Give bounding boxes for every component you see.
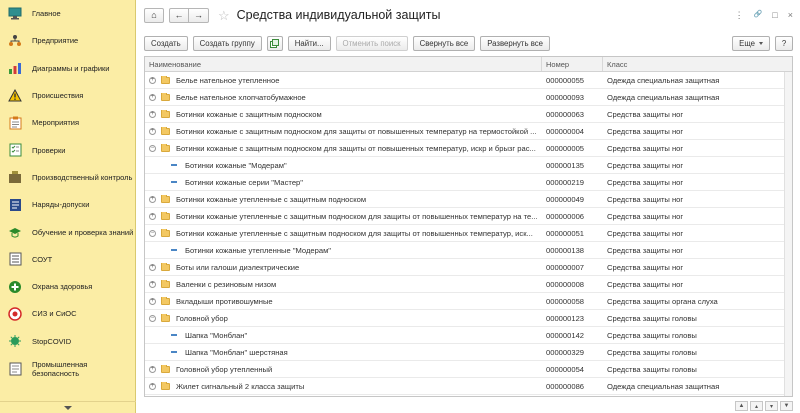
scroll-down-icon: ▾ [769, 403, 773, 410]
table-header [145, 57, 792, 72]
folder-icon [161, 196, 170, 203]
cell-name [145, 314, 542, 323]
folder-icon [161, 383, 170, 390]
folder-icon [161, 230, 170, 237]
cell-number: 000000093 [546, 92, 585, 102]
table-row[interactable] [145, 208, 792, 225]
sidebar-item[interactable] [0, 300, 135, 327]
cell-name [145, 365, 542, 374]
title-bar [144, 6, 793, 24]
sidebar-item[interactable] [0, 164, 135, 191]
folder-icon [161, 298, 170, 305]
sidebar-item-label: Главное [32, 9, 61, 19]
training-icon [7, 224, 23, 240]
cell-class: Средства защиты ног [607, 245, 684, 255]
cell-name [145, 127, 542, 136]
table-body [145, 72, 792, 395]
health-icon [7, 279, 23, 295]
scroll-top-button[interactable] [735, 401, 748, 411]
expand-icon[interactable]: + [150, 365, 155, 372]
sidebar-item-label: Предприятие [32, 36, 79, 46]
cell-class: Средства защиты ног [607, 228, 684, 238]
cell-number: 000000051 [546, 228, 585, 238]
copy-button[interactable] [267, 36, 283, 51]
cell-class: Средства защиты ног [607, 279, 684, 289]
collapse-icon[interactable]: − [150, 229, 155, 236]
sidebar-item-label: StopCOVID [32, 336, 72, 346]
collapse-icon[interactable]: − [150, 144, 155, 151]
cell-name [145, 229, 542, 238]
expand-icon[interactable]: + [150, 382, 155, 389]
menu-dots-icon[interactable]: ⋮ [734, 9, 744, 20]
folder-icon [161, 111, 170, 118]
sidebar-item-label: Происшествия [32, 91, 84, 101]
cell-name [145, 280, 542, 289]
cell-number: 000000086 [546, 381, 585, 391]
chevron-down-icon [64, 406, 72, 410]
expand-icon[interactable]: + [150, 280, 155, 287]
cell-name [145, 382, 542, 391]
industrial-safety-icon [7, 361, 23, 377]
folder-icon [161, 213, 170, 220]
cell-name-text: Жилет сигнальный 2 класса защиты [176, 381, 305, 391]
window-controls [735, 10, 793, 21]
scroll-up-icon: ▴ [754, 403, 758, 410]
maximize-icon[interactable]: □ [772, 9, 778, 20]
cell-class: Средства защиты ног [607, 177, 684, 187]
page-title: Средства индивидуальной защиты [236, 8, 441, 22]
cell-class: Средства защиты органа слуха [607, 296, 718, 306]
checklist-icon [7, 142, 23, 158]
cell-name-text: Головной убор [176, 313, 228, 323]
cell-number: 000000006 [546, 211, 585, 221]
scroll-bottom-icon: ▼ [783, 403, 790, 409]
cell-class: Средства защиты ног [607, 194, 684, 204]
help-button[interactable]: ? [775, 36, 793, 51]
table-row[interactable] [145, 293, 792, 310]
sidebar-item[interactable] [0, 273, 135, 300]
cell-number: 000000329 [546, 347, 585, 357]
sidebar-item-label: СОУТ [32, 254, 53, 264]
sout-icon [7, 251, 23, 267]
cell-class: Средства защиты ног [607, 211, 684, 221]
cell-name [145, 212, 542, 221]
cell-class: Средства защиты головы [607, 313, 697, 323]
cell-class: Средства защиты ног [607, 262, 684, 272]
cell-name [145, 161, 542, 170]
cell-number: 000000058 [546, 296, 585, 306]
cell-class: Одежда специальная защитная [607, 381, 720, 391]
cell-number: 000000219 [546, 177, 585, 187]
cell-number: 000000135 [546, 160, 585, 170]
ppe-icon [7, 306, 23, 322]
data-table [144, 56, 793, 397]
cell-class: Одежда специальная защитная [607, 75, 720, 85]
item-icon [171, 164, 177, 166]
cell-name-text: Ботинки кожаные утепленные "Модерам" [185, 245, 331, 255]
clipboard-icon [7, 115, 23, 131]
table-row[interactable] [145, 327, 792, 344]
expand-icon[interactable]: + [150, 93, 155, 100]
table-row[interactable] [145, 242, 792, 259]
folder-icon [161, 94, 170, 101]
column-header-number[interactable]: Номер [542, 57, 603, 71]
cell-class: Средства защиты головы [607, 347, 697, 357]
item-icon [171, 181, 177, 183]
cell-name [145, 297, 542, 306]
sidebar-item-label: Охрана здоровья [32, 282, 93, 292]
item-icon [171, 351, 177, 353]
cell-class: Средства защиты ног [607, 160, 684, 170]
table-row[interactable] [145, 123, 792, 140]
expand-all-button[interactable]: Развернуть все [480, 36, 550, 51]
cell-name-text: Белье нательное хлопчатобумажное [176, 92, 306, 102]
find-button[interactable]: Найти... [288, 36, 331, 51]
table-row[interactable] [145, 72, 792, 89]
collapse-all-button[interactable]: Свернуть все [413, 36, 476, 51]
cell-name-text: Ботинки кожаные утепленные с защитным подноском для защиты от повышенных температур, иск... [176, 228, 533, 238]
table-row[interactable] [145, 344, 792, 361]
warning-icon [7, 88, 23, 104]
back-button[interactable] [169, 8, 189, 23]
folder-icon [161, 281, 170, 288]
cell-name [145, 110, 542, 119]
expand-icon[interactable]: + [150, 76, 155, 83]
cell-name-text: Ботинки кожаные серии "Мастер" [185, 177, 303, 187]
table-row[interactable] [145, 106, 792, 123]
table-row[interactable] [145, 276, 792, 293]
sidebar-item-label: Производственный контроль [32, 172, 133, 182]
cell-class: Средства защиты головы [607, 364, 697, 374]
sidebar-item[interactable] [0, 82, 135, 109]
cell-number: 000000123 [546, 313, 585, 323]
scroll-up-button[interactable] [750, 401, 763, 411]
table-row[interactable] [145, 378, 792, 395]
cell-name-text: Шапка "Монблан" шерстяная [185, 347, 288, 357]
sidebar-item[interactable] [0, 27, 135, 54]
scroll-down-button[interactable] [765, 401, 778, 411]
cell-number: 000000138 [546, 245, 585, 255]
table-row[interactable] [145, 259, 792, 276]
cell-name [145, 178, 542, 187]
item-icon [171, 334, 177, 336]
cell-number: 000000008 [546, 279, 585, 289]
cell-name [145, 246, 542, 255]
table-row[interactable] [145, 174, 792, 191]
table-row[interactable] [145, 89, 792, 106]
permit-icon [7, 197, 23, 213]
cell-name [145, 195, 542, 204]
sidebar-item[interactable] [0, 246, 135, 273]
cell-number: 000000054 [546, 364, 585, 374]
expand-icon[interactable]: + [150, 297, 155, 304]
cell-name-text: Валенки с резиновым низом [176, 279, 277, 289]
cell-number: 000000004 [546, 126, 585, 136]
sidebar-item[interactable] [0, 218, 135, 245]
sidebar [0, 0, 136, 413]
sidebar-item-label: Диаграммы и графики [32, 63, 110, 73]
close-icon[interactable]: × [787, 9, 793, 20]
collapse-icon[interactable]: − [150, 314, 155, 321]
more-label: Еще [739, 38, 755, 48]
home-icon: ⌂ [151, 10, 157, 20]
sidebar-item-label: СИЗ и СиОС [32, 309, 77, 319]
cell-name-text: Боты или галоши диэлектрические [176, 262, 300, 272]
vertical-scrollbar[interactable] [784, 72, 792, 396]
column-header-name[interactable]: Наименование [145, 57, 542, 71]
cell-name-text: Вкладыши противошумные [176, 296, 273, 306]
cell-class: Средства защиты головы [607, 330, 697, 340]
cell-number: 000000049 [546, 194, 585, 204]
cell-name-text: Ботинки кожаные с защитным подноском для защиты от повышенных температур на термостойкой ... [176, 126, 537, 136]
cell-name [145, 76, 542, 85]
table-row[interactable] [145, 361, 792, 378]
create-group-button[interactable]: Создать группу [193, 36, 262, 51]
scroll-bottom-button[interactable] [780, 401, 793, 411]
sidebar-item-label: Промышленная безопасность [32, 359, 88, 378]
cell-number: 000000005 [546, 143, 585, 153]
cell-name-text: Ботинки кожаные с защитным подноском для защиты от повышенных температур, искр и брызг рас... [176, 143, 536, 153]
create-button[interactable]: Создать [144, 36, 188, 51]
control-icon [7, 169, 23, 185]
cell-class: Средства защиты ног [607, 126, 684, 136]
expand-icon[interactable]: + [150, 212, 155, 219]
cell-number: 000000055 [546, 75, 585, 85]
cell-name-text: Ботинки кожаные "Модерам" [185, 160, 287, 170]
sidebar-item[interactable] [0, 0, 135, 27]
cell-name-text: Шапка "Монблан" [185, 330, 248, 340]
org-structure-icon [7, 33, 23, 49]
arrow-right-icon: → [194, 10, 203, 20]
item-icon [171, 249, 177, 251]
link-icon[interactable]: 🔗 [753, 10, 763, 18]
table-row[interactable] [145, 191, 792, 208]
cell-name [145, 348, 542, 357]
folder-icon [161, 315, 170, 322]
column-header-class[interactable]: Класс [607, 59, 628, 69]
expand-icon[interactable]: + [150, 195, 155, 202]
cell-name [145, 263, 542, 272]
favorite-star-icon[interactable]: ☆ [218, 7, 230, 23]
sidebar-item-label: Мероприятия [32, 118, 80, 128]
cell-class: Средства защиты ног [607, 143, 684, 153]
table-navigation [735, 401, 793, 411]
sidebar-item[interactable] [0, 109, 135, 136]
chart-icon [7, 60, 23, 76]
cell-name-text: Белье нательное утепленное [176, 75, 280, 85]
expand-icon[interactable]: + [150, 127, 155, 134]
cell-name-text: Ботинки кожаные утепленные с защитным подноском для защиты от повышенных температур на те... [176, 211, 538, 221]
cell-number: 000000142 [546, 330, 585, 340]
sidebar-item[interactable] [0, 328, 135, 355]
cell-class: Средства защиты ног [607, 109, 684, 119]
toolbar [144, 35, 793, 51]
sidebar-item-label: Наряды-допуски [32, 200, 90, 210]
cancel-search-button[interactable]: Отменить поиск [336, 36, 408, 51]
more-button[interactable] [732, 36, 770, 51]
sidebar-scroll-down-button[interactable] [0, 401, 136, 413]
stopcovid-icon [7, 333, 23, 349]
folder-icon [161, 128, 170, 135]
cell-name [145, 331, 542, 340]
table-row[interactable] [145, 140, 792, 157]
main-area [137, 0, 800, 413]
table-row[interactable] [145, 157, 792, 174]
table-row[interactable] [145, 225, 792, 242]
folder-icon [161, 366, 170, 373]
cell-name-text: Ботинки кожаные с защитным подноском [176, 109, 322, 119]
dropdown-arrow-icon [759, 42, 763, 45]
cell-name [145, 93, 542, 102]
expand-icon[interactable]: + [150, 263, 155, 270]
sidebar-item-label: Обучение и проверка знаний [32, 227, 134, 237]
forward-button[interactable] [189, 8, 209, 23]
sidebar-item-label: Проверки [32, 145, 66, 155]
table-row[interactable] [145, 310, 792, 327]
folder-icon [161, 264, 170, 271]
cell-number: 000000063 [546, 109, 585, 119]
cell-name-text: Ботинки кожаные утепленные с защитным подноском [176, 194, 367, 204]
cell-class: Одежда специальная защитная [607, 92, 720, 102]
folder-icon [161, 77, 170, 84]
sidebar-item[interactable] [0, 136, 135, 163]
cell-name-text: Головной убор утепленный [176, 364, 273, 374]
cell-number: 000000007 [546, 262, 585, 272]
monitor-icon [7, 6, 23, 22]
sidebar-item[interactable] [0, 55, 135, 82]
expand-icon[interactable]: + [150, 110, 155, 117]
arrow-left-icon: ← [174, 10, 184, 20]
home-button[interactable] [144, 8, 164, 23]
folder-icon [161, 145, 170, 152]
scroll-top-icon: ▲ [738, 403, 745, 409]
sidebar-item[interactable] [0, 355, 135, 382]
copy-icon [270, 39, 279, 48]
sidebar-item[interactable] [0, 191, 135, 218]
cell-name [145, 144, 542, 153]
